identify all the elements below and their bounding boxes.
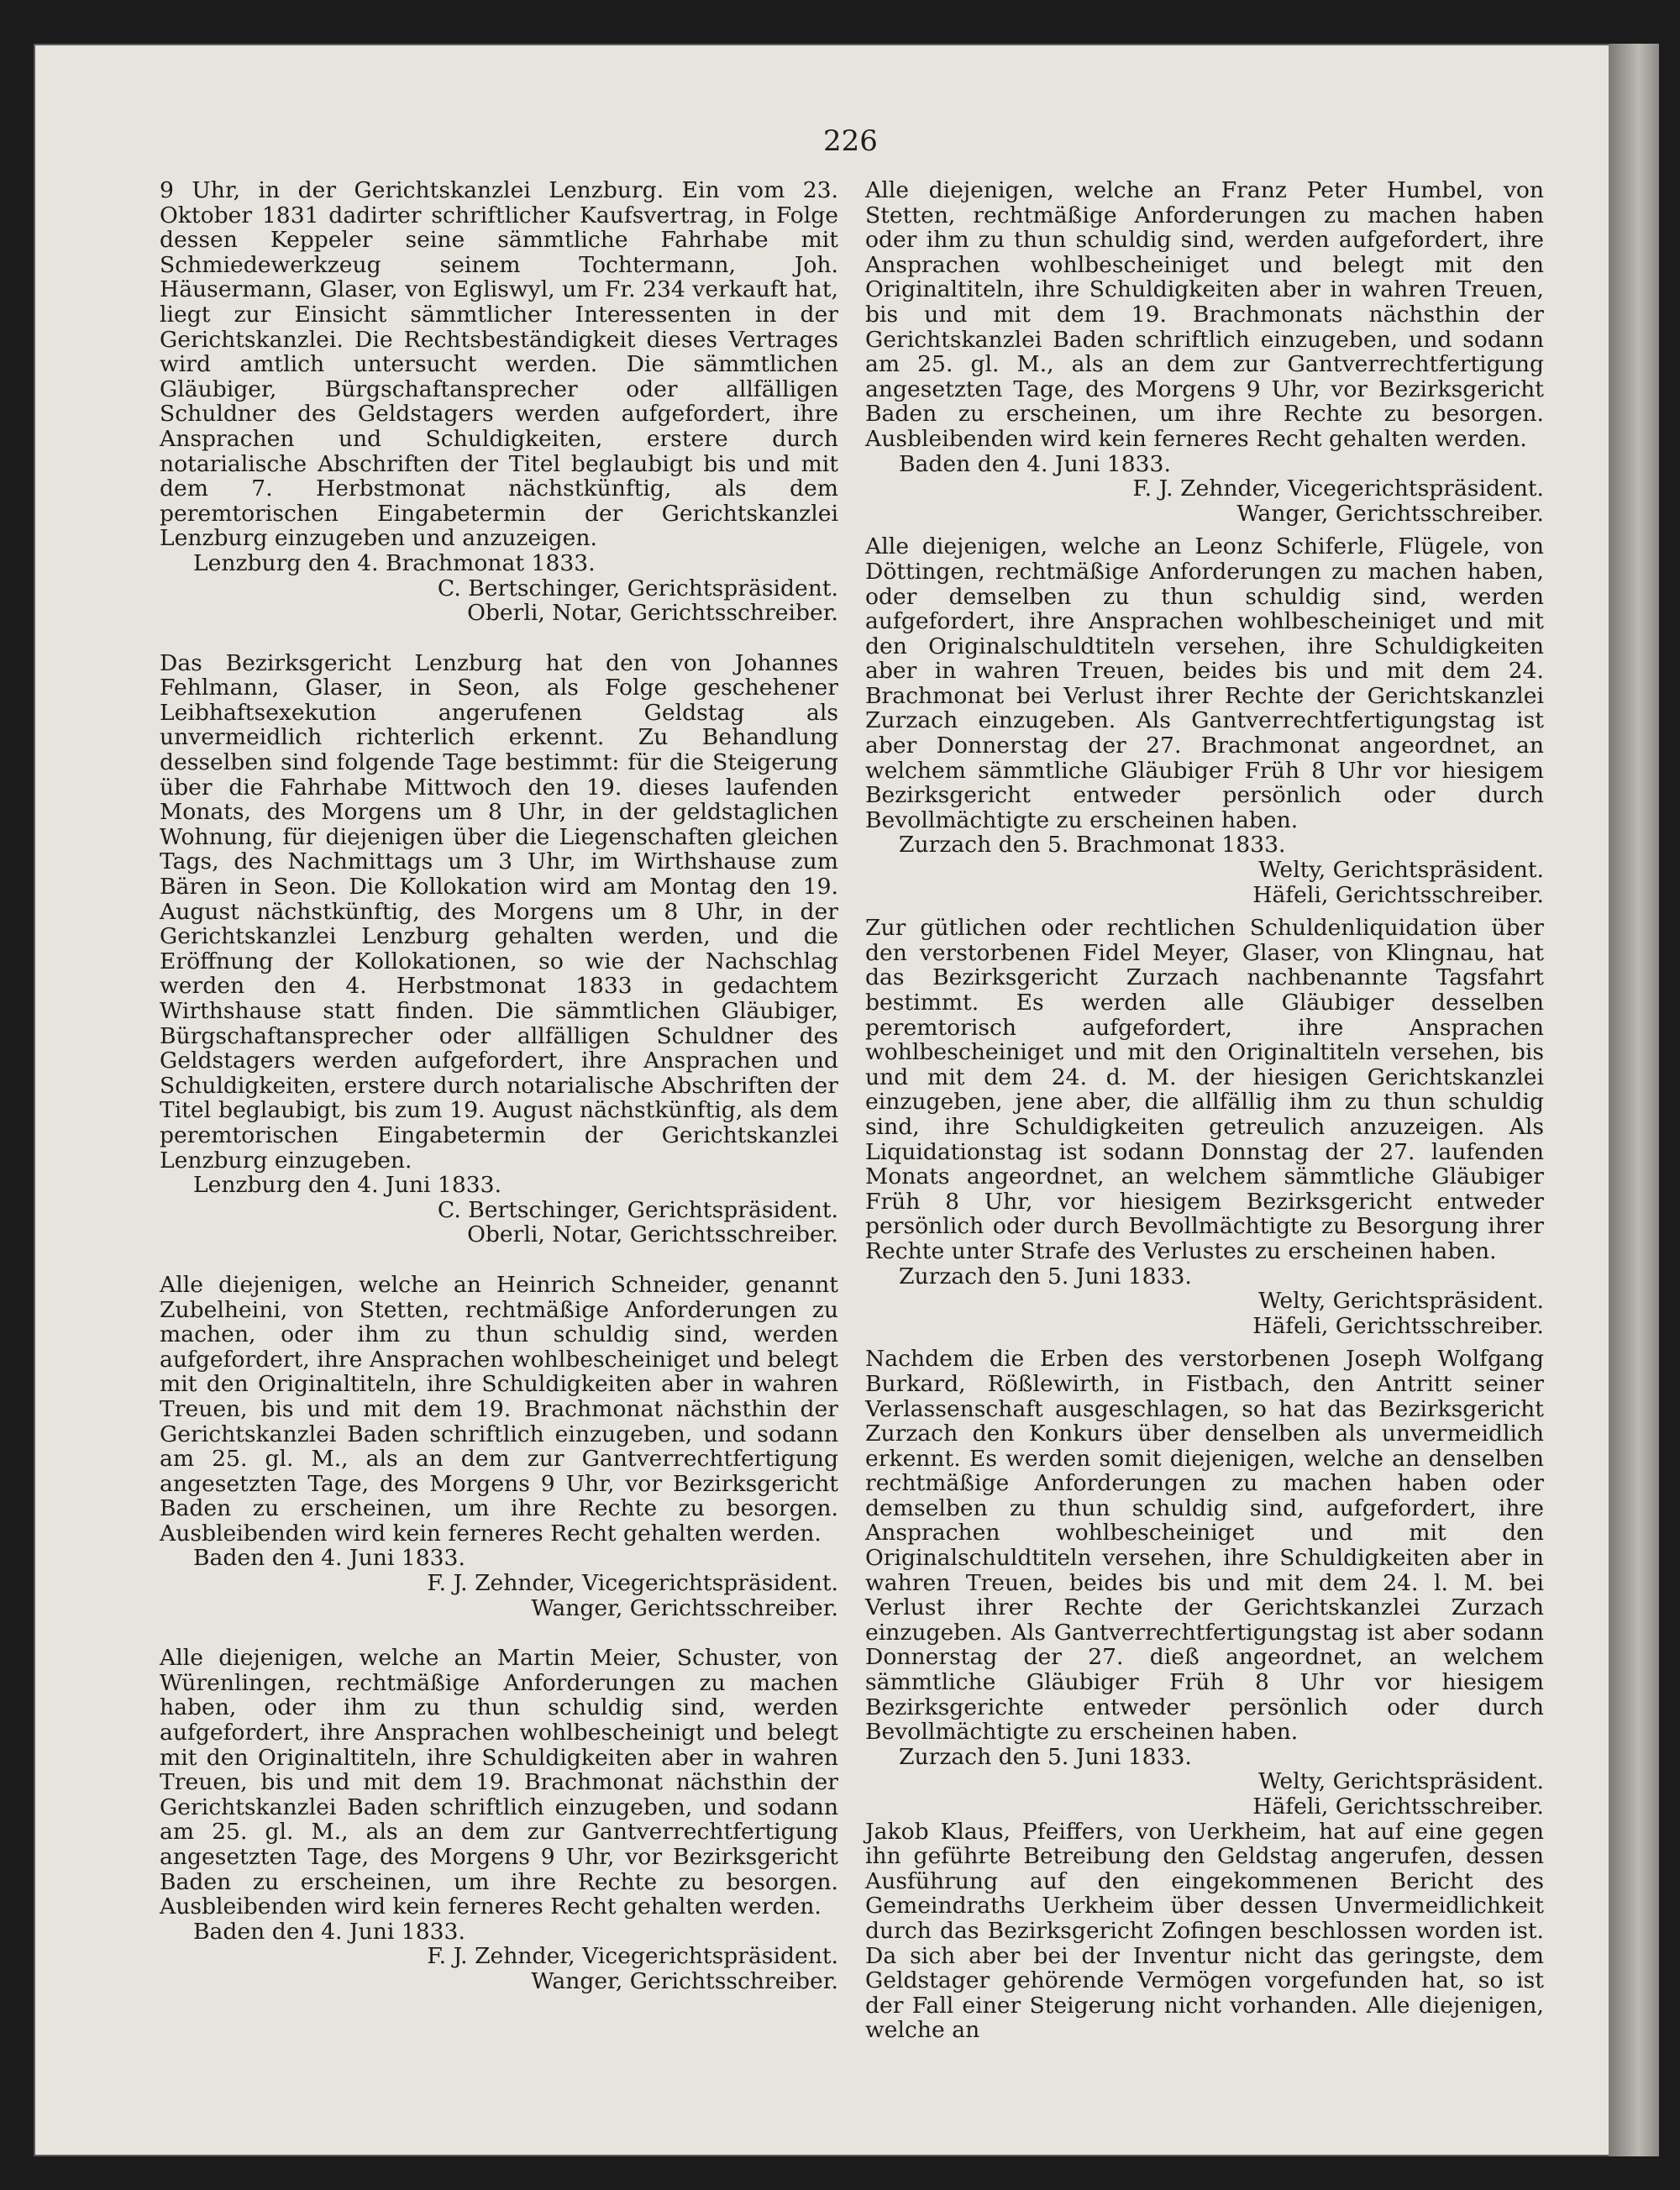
notice-zofingen-klaus xyxy=(865,1820,1544,2043)
notice-signature-clerk: Wanger, Gerichtsschreiber. xyxy=(1236,500,1544,527)
notice-lenzburg-fehlmann xyxy=(160,651,838,1247)
notice-signature-president: F. J. Zehnder, Vicegerichtspräsident. xyxy=(427,1570,838,1597)
notice-signature-clerk: Häfeli, Gerichtsschreiber. xyxy=(1252,1312,1544,1339)
notice-zurzach-schiferle xyxy=(865,534,1544,907)
notice-signature-president: F. J. Zehnder, Vicegerichtspräsident. xyxy=(427,1943,838,1970)
notice-signature-president: Welty, Gerichtspräsident. xyxy=(1258,1288,1544,1315)
notice-signature-clerk: Oberli, Notar, Gerichtsschreiber. xyxy=(467,600,838,627)
notice-place-date: Baden den 4. Juni 1833. xyxy=(193,1545,465,1572)
notice-place-date: Baden den 4. Juni 1833. xyxy=(193,1918,465,1945)
notice-lenzburg-keppeler xyxy=(160,178,838,626)
notice-place-date: Zurzach den 5. Juni 1833. xyxy=(899,1263,1192,1289)
notice-place-date: Baden den 4. Juni 1833. xyxy=(899,450,1171,477)
notice-zurzach-burkard xyxy=(865,1347,1544,1819)
notice-signature-clerk: Häfeli, Gerichtsschreiber. xyxy=(1252,1793,1544,1820)
notice-baden-meier xyxy=(160,1646,838,1993)
notice-text: Nachdem die Erben des verstorbenen Joseph Wolfgang Burkard, Rößlewirth, in Fistbach, den Antritt seiner Verlassenschaft ausgeschlagen, so hat das Bezirksgericht Zurzach den Konkurs über denselben als unvermeidlich erkennt. Es werden somit diejenigen, welche an denselben rechtmäßige Anforderungen zu machen haben oder demselben zu thun schuldig sind, aufgefordert, ihre Ansprachen wohlbescheiniget und mit den Originalschuldtiteln versehen, ihre Schuldigkeiten aber in wahren Treuen, beides bis und mit dem 24. l. M. bei Verlust ihrer Rechte der Gerichtskanzlei Zurzach einzugeben. Als Gantverrechtfertigungstag ist aber sodann Donnerstag der 27. dieß angeordnet, an welchem sämmtliche Gläubiger Früh 8 Uhr vor hiesigem Bezirksgerichte entweder persönlich oder durch Bevollmächtigte zu erscheinen haben. xyxy=(865,1346,1544,1746)
notice-text: Jakob Klaus, Pfeiffers, von Uerkheim, hat auf eine gegen ihn geführte Betreibung den Geldstag angerufen, dessen Ausführung auf den eingekommenen Bericht des Gemeindraths Uerkheim über dessen Unvermeidlichkeit durch das Bezirksgericht Zofingen beschlossen worden ist. Da sich aber bei der Inventur nicht das geringste, dem Geldstager gehörende Vermögen vorgefunden hat, so ist der Fall einer Steigerung nicht vorhanden. Alle diejenigen, welche an xyxy=(865,1818,1544,2044)
notice-signature-president: C. Bertschinger, Gerichtspräsident. xyxy=(437,575,838,601)
notice-place-date: Zurzach den 5. Juni 1833. xyxy=(899,1743,1192,1770)
right-column xyxy=(865,178,1544,2043)
notice-text: 9 Uhr, in der Gerichtskanzlei Lenzburg. Ein vom 23. Oktober 1831 dadirter schriftlicher Kaufsvertrag, in Folge dessen Keppeler seine sämmtliche Fahrhabe mit Schmiedewerkzeug seinem Tochtermann, Joh. Häusermann, Glaser, von Egliswyl, um Fr. 234 verkauft hat, liegt zur Einsicht sämmtlicher Interessenten in der Gerichtskanzlei. Die Rechtsbeständigkeit dieses Vertrages wird amtlich untersucht werden. Die sämmtlichen Gläubiger, Bürgschaftansprecher oder allfälligen Schuldner des Geldstagers werden aufgefordert, ihre Ansprachen und Schuldigkeiten, erstere durch notarialische Abschriften der Titel beglaubigt bis und mit dem 7. Herbstmonat nächstkünftig, als dem peremtorischen Eingabetermin der Gerichtskanzlei Lenzburg einzugeben und anzuzeigen. xyxy=(160,177,838,552)
notice-baden-humbel xyxy=(865,178,1544,526)
notice-signature-clerk: Wanger, Gerichtsschreiber. xyxy=(531,1967,838,1994)
notice-zurzach-meyer xyxy=(865,916,1544,1338)
notice-place-date: Zurzach den 5. Brachmonat 1833. xyxy=(899,832,1286,859)
notice-signature-president: F. J. Zehnder, Vicegerichtspräsident. xyxy=(1132,475,1544,502)
notice-text: Alle diejenigen, welche an Heinrich Schneider, genannt Zubelheini, von Stetten, rechtmäßige Anforderungen zu machen, oder ihm zu thun schuldig sind, werden aufgefordert, ihre Ansprachen wohlbescheiniget und belegt mit den Originaltiteln, ihre Schuldigkeiten aber in wahren Treuen, bis und mit dem 19. Brachmonat nächsthin der Gerichtskanzlei Baden schriftlich einzugeben, und sodann am 25. gl. M., als an dem zur Gantverrechtfertigung angesetzten Tage, des Morgens 9 Uhr, vor Bezirksgericht Baden zu erscheinen, um ihre Rechte zu besorgen. Ausbleibenden wird kein ferneres Recht gehalten werden. xyxy=(160,1271,838,1547)
notice-place-date: Lenzburg den 4. Brachmonat 1833. xyxy=(193,549,596,576)
notice-text: Zur gütlichen oder rechtlichen Schuldenliquidation über den verstorbenen Fidel Meyer, Glaser, von Klingnau, hat das Bezirksgericht Zurzach nachbenannte Tagsfahrt bestimmt. Es werden alle Gläubiger desselben peremtorisch aufgefordert, ihre Ansprachen wohlbescheiniget und mit den Originaltiteln versehen, bis und mit dem 24. d. M. der hiesigen Gerichtskanzlei einzugeben, jene aber, die allfällig ihm zu thun schuldig sind, ihre Schuldigkeiten getreulich anzuzeigen. Als Liquidationstag ist sodann Donnstag der 27. laufenden Monats angeordnet, an welchem sämmtliche Gläubiger Früh 8 Uhr, vor hiesigem Bezirksgericht entweder persönlich oder durch Bevollmächtigte zu Besorgung ihrer Rechte unter Strafe des Verlustes zu erscheinen haben. xyxy=(865,915,1544,1264)
notice-place-date: Lenzburg den 4. Juni 1833. xyxy=(193,1172,502,1199)
notice-signature-president: Welty, Gerichtspräsident. xyxy=(1258,857,1544,884)
notice-signature-president: C. Bertschinger, Gerichtspräsident. xyxy=(437,1196,838,1223)
left-column xyxy=(160,178,838,1994)
notice-signature-clerk: Wanger, Gerichtsschreiber. xyxy=(531,1594,838,1621)
notice-baden-schneider xyxy=(160,1273,838,1620)
notice-signature-clerk: Oberli, Notar, Gerichtsschreiber. xyxy=(467,1221,838,1248)
notice-text: Alle diejenigen, welche an Leonz Schiferle, Flügele, von Döttingen, rechtmäßige Anforderungen zu machen haben, oder demselben zu thun schuldig sind, werden aufgefordert, ihre Ansprachen wohlbescheiniget und mit den Originalschuldtiteln versehen, ihre Schuldigkeiten aber in wahren Treuen, beides bis und mit dem 24. Brachmonat bei Verlust ihrer Rechte der Gerichtskanzlei Zurzach einzugeben. Als Gantverrechtfertigungstag ist aber Donnerstag der 27. Brachmonat angeordnet, an welchem sämmtliche Gläubiger Früh 8 Uhr vor hiesigem Bezirksgericht entweder persönlich oder durch Bevollmächtigte zu erscheinen haben. xyxy=(865,533,1544,833)
notice-signature-clerk: Häfeli, Gerichtsschreiber. xyxy=(1252,881,1544,908)
notice-text: Alle diejenigen, welche an Franz Peter Humbel, von Stetten, rechtmäßige Anforderungen zu machen haben oder ihm zu thun schuldig sind, werden aufgefordert, ihre Ansprachen wohlbescheiniget und belegt mit den Originaltiteln, ihre Schuldigkeiten aber in wahren Treuen, bis und mit dem 19. Brachmonats nächsthin der Gerichtskanzlei Baden schriftlich einzugeben, und sodann am 25. gl. M., als an dem zur Gantverrechtfertigung angesetzten Tage, des Morgens 9 Uhr, vor Bezirksgericht Baden zu erscheinen, um ihre Rechte zu besorgen. Ausbleibenden wird kein ferneres Recht gehalten werden. xyxy=(865,177,1544,452)
notice-signature-president: Welty, Gerichtspräsident. xyxy=(1258,1768,1544,1795)
book-spine xyxy=(1609,44,1659,2156)
notice-text: Alle diejenigen, welche an Martin Meier, Schuster, von Würenlingen, rechtmäßige Anforderungen zu machen haben, oder ihm zu thun schuldig sind, werden aufgefordert, ihre Ansprachen wohlbescheinigt und belegt mit den Originaltiteln, ihre Schuldigkeiten aber in wahren Treuen, bis und mit dem 19. Brachmonat nächsthin der Gerichtskanzlei Baden schriftlich einzugeben, und sodann am 25. gl. M., als an dem zur Gantverrechtfertigung angesetzten Tage, des Morgens 9 Uhr, vor Bezirksgericht Baden zu erscheinen, um ihre Rechte zu besorgen. Ausbleibenden wird kein ferneres Recht gehalten werden. xyxy=(160,1645,838,1920)
notice-text: Das Bezirksgericht Lenzburg hat den von Johannes Fehlmann, Glaser, in Seon, als Folge geschehener Leibhaftsexekution angerufenen Geldstag als unvermeidlich richterlich erkennt. Zu Behandlung desselben sind folgende Tage bestimmt: für die Steigerung über die Fahrhabe Mittwoch den 19. dieses laufenden Monats, des Morgens um 8 Uhr, in der geldstaglichen Wohnung, für diejenigen über die Liegenschaften gleichen Tags, des Nachmittags um 3 Uhr, im Wirthshause zum Bären in Seon. Die Kollokation wird am Montag den 19. August nächstkünftig, des Morgens um 8 Uhr, in der Gerichtskanzlei Lenzburg gehalten werden, und die Eröffnung der Kollokationen, so wie der Nachschlag werden den 4. Herbstmonat 1833 in gedachtem Wirthshause statt finden. Die sämmtlichen Gläubiger, Bürgschaftansprecher oder allfälligen Schuldner des Geldstagers werden aufgefordert, ihre Ansprachen und Schuldigkeiten, erstere durch notarialische Abschriften der Titel beglaubigt, bis zum 19. August nächstkünftig, als dem peremtorischen Eingabetermin der Gerichtskanzlei Lenzburg einzugeben. xyxy=(160,649,838,1174)
page-number: 226 xyxy=(823,124,878,158)
